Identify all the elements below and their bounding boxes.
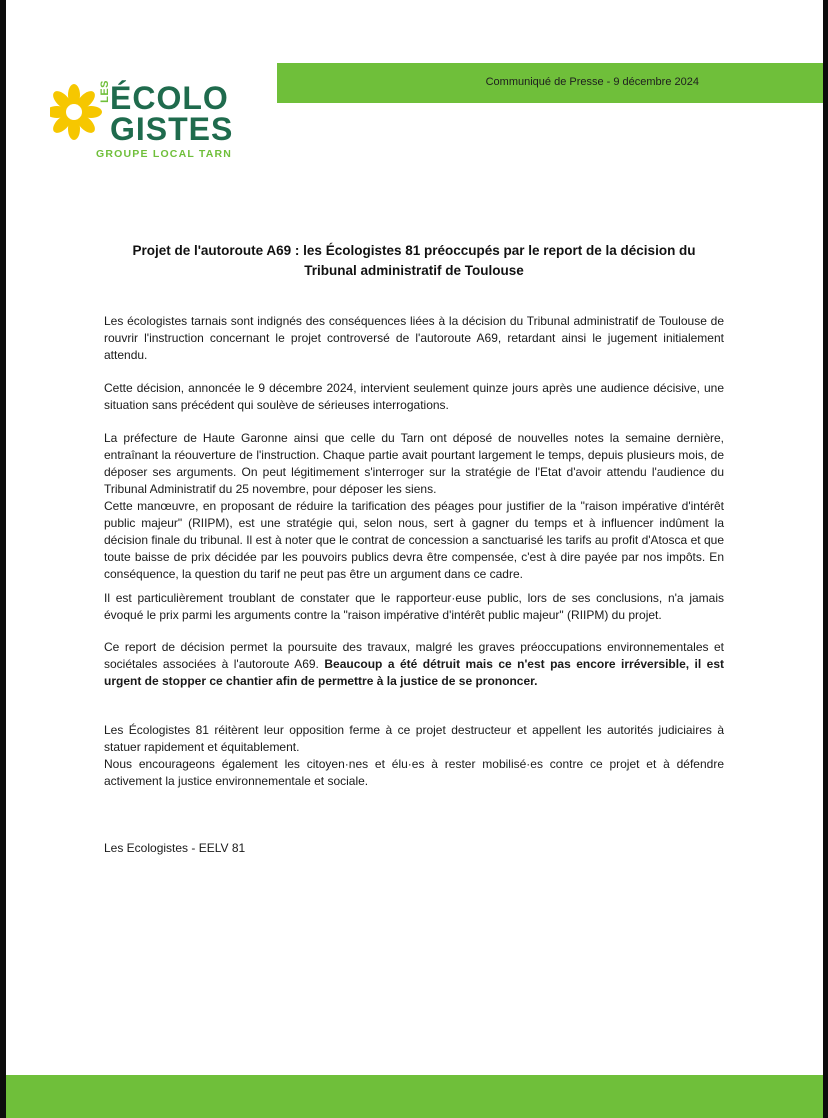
paragraph-2: Cette décision, annoncée le 9 décembre 2024, intervient seulement quinze jours après une audience décisive, une situation sans précédent qui soulève de sérieuses interrogations. <box>104 381 724 412</box>
logo-les: LES <box>99 80 111 103</box>
paragraph-5: Il est particulièrement troublant de constater que le rapporteur·euse public, lors de ses conclusions, n'a jamais évoqué le prix parmi les arguments contre la "raison impérative d'intérêt public majeur" (RIIPM) du projet. <box>104 591 724 622</box>
logo-subtitle: GROUPE LOCAL TARN <box>96 148 233 160</box>
paragraph-7: Les Écologistes 81 réitèrent leur opposition ferme à ce projet destructeur et appellent les autorités judiciaires à statuer rapidement et équitablement. <box>104 723 724 754</box>
paragraph-4: Cette manœuvre, en proposant de réduire la tarification des péages pour justifier de la "raison impérative d'intérêt public majeur" (RIIPM), est une stratégie qui, selon nous, sert à gagner du temps et à influencer indûment la décision finale du tribunal. Il est à noter que le contrat de concession a sanctuarisé les tarifs au profit d'Atosca et que toute baisse de prix décidée par les pouvoirs publics devra être compensée, c'est à dire payée par nos impôts. En conséquence, la question du tarif ne peut pas être un argument dans ce cadre. <box>104 499 724 581</box>
press-release-date: Communiqué de Presse - 9 décembre 2024 <box>485 76 699 88</box>
header-banner <box>277 63 823 103</box>
logo-word-bottom: GISTES <box>110 111 234 147</box>
logo-word-top: ÉCOLO <box>110 80 229 116</box>
signature: Les Ecologistes - EELV 81 <box>104 841 246 855</box>
paragraph-6 <box>104 639 724 690</box>
document-page <box>6 0 823 1118</box>
ecologistes-logo <box>50 72 250 164</box>
title-line-1: Projet de l'autoroute A69 : les Écologistes 81 préoccupés par le report de la décision du <box>132 243 696 258</box>
paragraph-3: La préfecture de Haute Garonne ainsi que celle du Tarn ont déposé de nouvelles notes la semaine dernière, entraînant la réouverture de l'instruction. Chaque partie avait pourtant largement le temps, depuis plusieurs mois, de déposer ses arguments. On peut légitimement s'interroger sur la stratégie de l'Etat d'avoir attendu l'audience du Tribunal Administratif du 25 novembre, pour déposer les siens. <box>104 431 724 496</box>
document-title <box>104 241 724 281</box>
footer-banner <box>6 1075 823 1118</box>
paragraph-6-emphasis: Beaucoup a été détruit mais ce n'est pas encore irréversible, il est urgent de stopper ce chantier afin de permettre à la justice de se prononcer. <box>104 657 725 688</box>
paragraph-8: Nous encourageons également les citoyen·nes et élu·es à rester mobilisé·es contre ce projet et à défendre activement la justice environnementale et sociale. <box>104 757 724 788</box>
paragraph-1: Les écologistes tarnais sont indignés des conséquences liées à la décision du Tribunal administratif de Toulouse de rouvrir l'instruction concernant le projet controversé de l'autoroute A69, retardant ainsi le jugement initialement attendu. <box>104 314 724 362</box>
title-line-2: Tribunal administratif de Toulouse <box>304 263 524 278</box>
paragraph-6-text: Ce report de décision permet la poursuite des travaux, malgré les graves préoccupations environnementales et sociétales associées à l'autoroute A69. <box>104 640 724 671</box>
